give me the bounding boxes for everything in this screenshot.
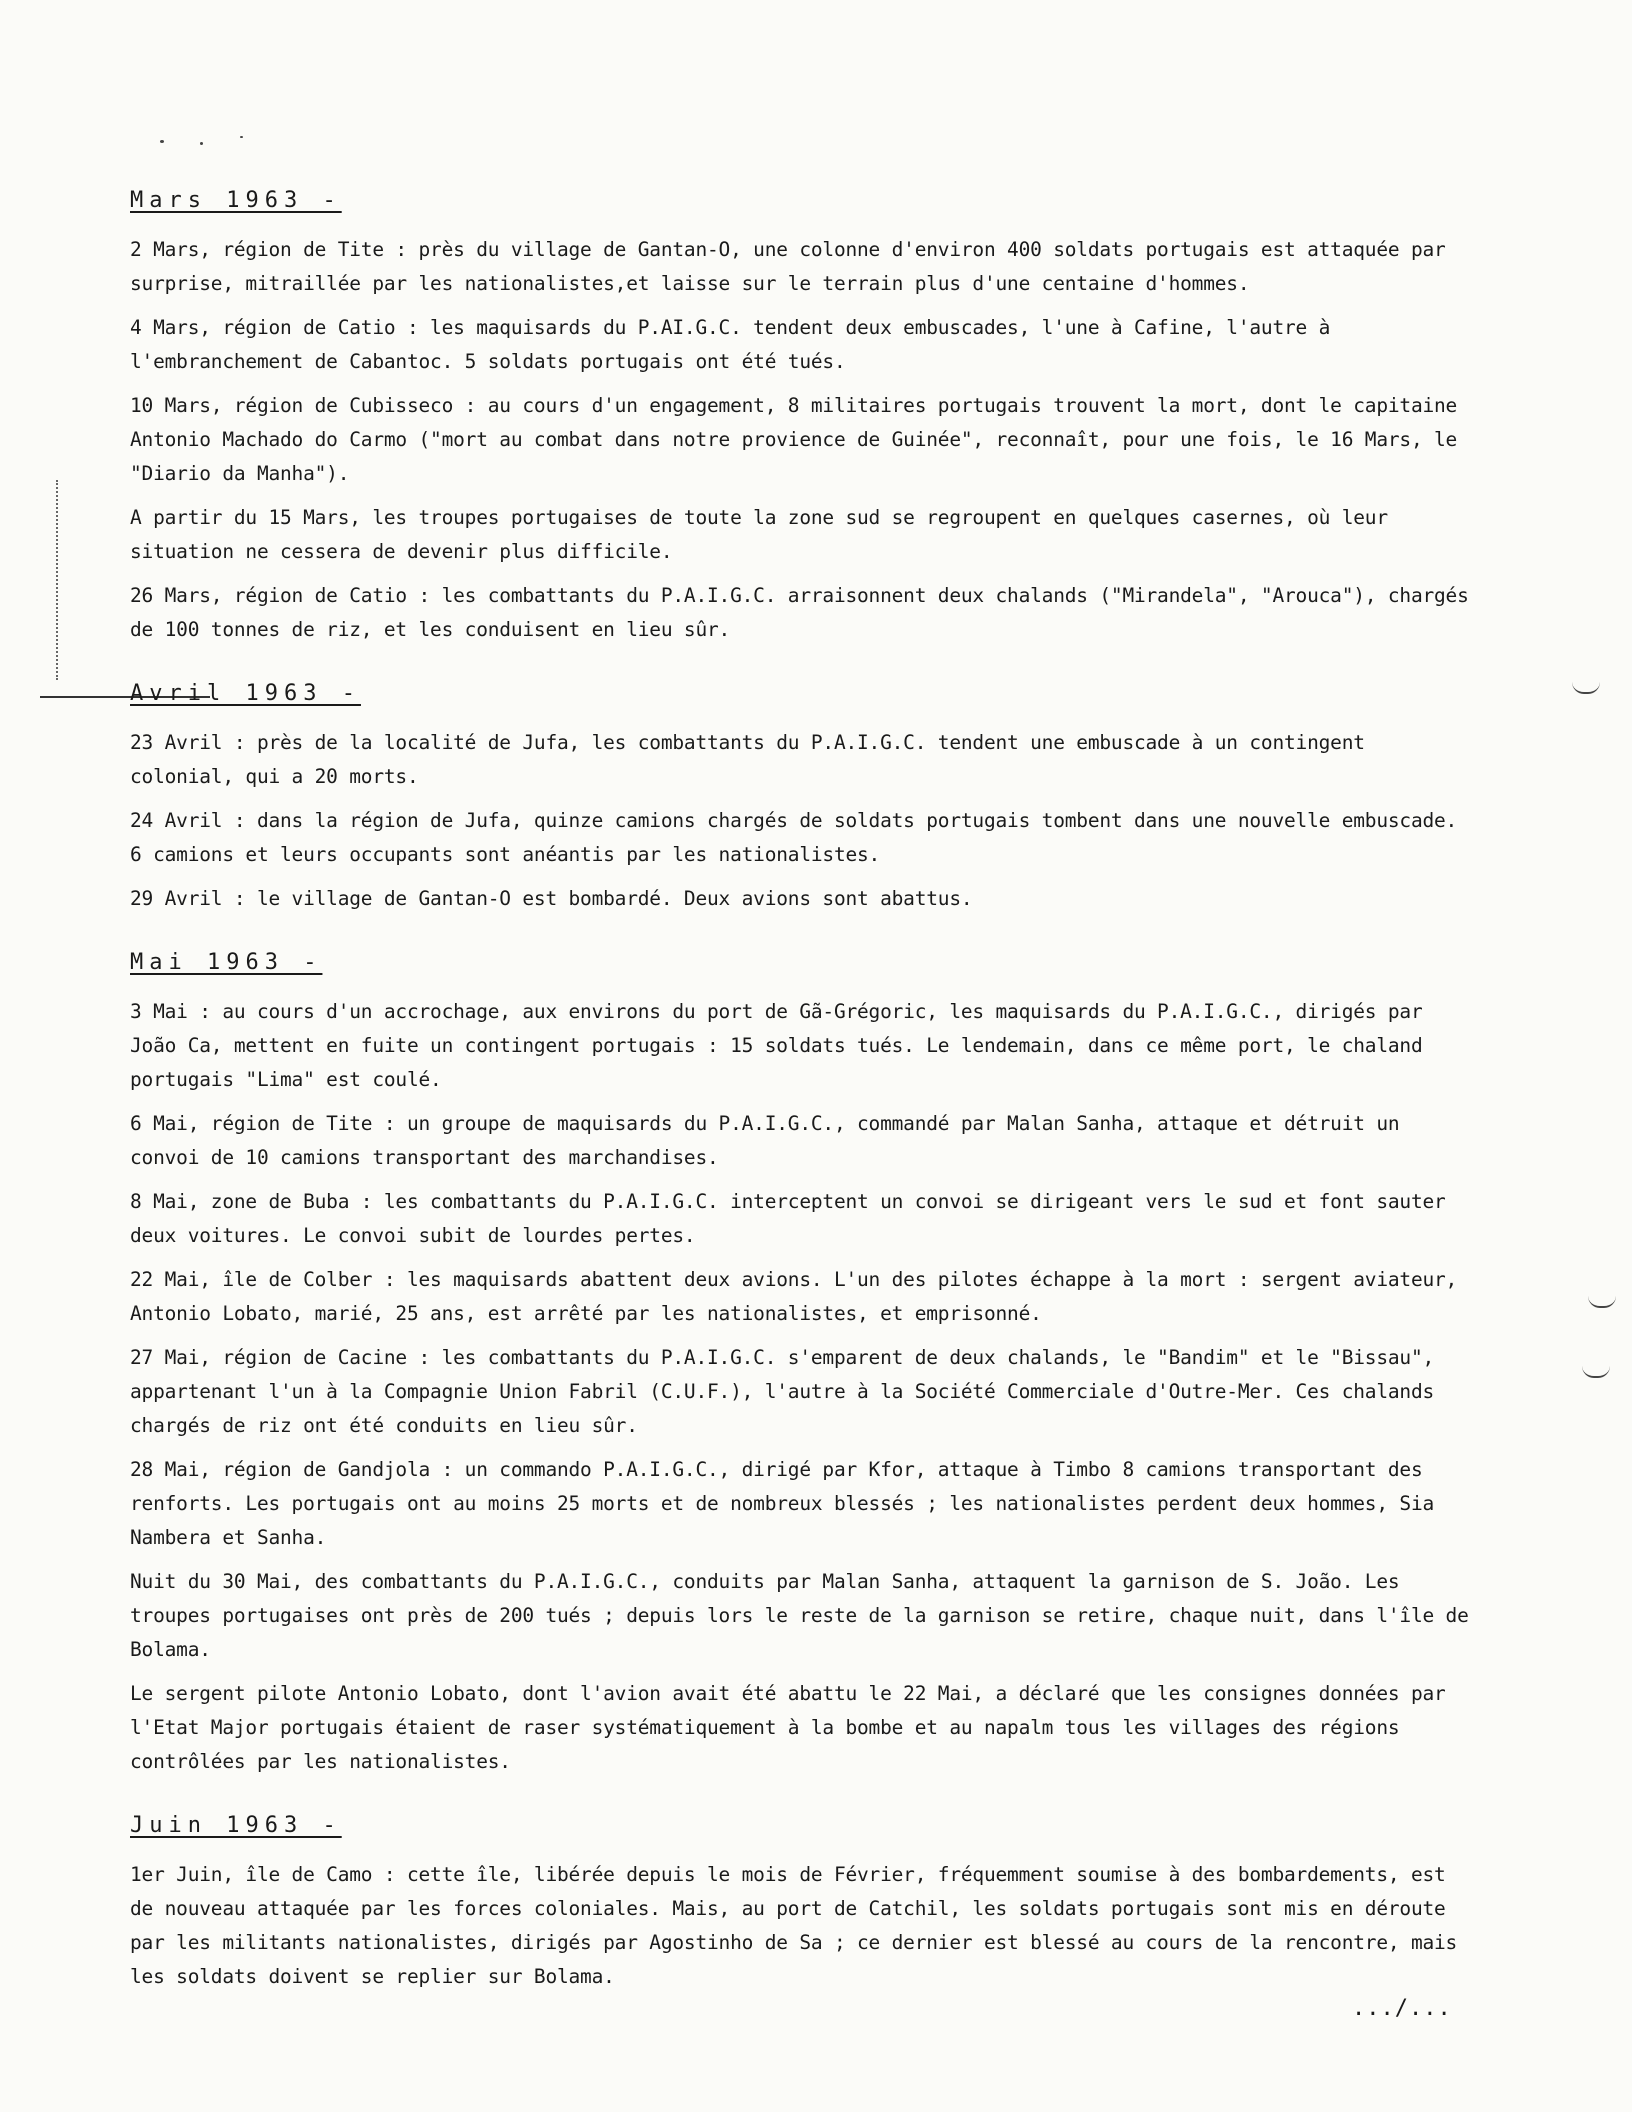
scan-speck [200, 142, 203, 145]
entry: 3 Mai : au cours d'un accrochage, aux environs du port de Gã-Grégoric, les maquisards du P.A.I.G.C., dirigés par João Ca, mettent en fuite un contingent portugais : 15 soldats tués. Le lendemain, dans ce même port, le chaland portugais "Lima" est coulé. [130, 1000, 1423, 1091]
entry: 23 Avril : près de la localité de Jufa, les combattants du P.A.I.G.C. tendent une embuscade à un contingent colonial, qui a 20 morts. [130, 731, 1365, 788]
scan-speck [160, 140, 164, 143]
entry: 8 Mai, zone de Buba : les combattants du P.A.I.G.C. interceptent un convoi se dirigeant vers le sud et font sauter deux voitures. Le convoi subit de lourdes pertes. [130, 1190, 1446, 1247]
entry: A partir du 15 Mars, les troupes portugaises de toute la zone sud se regroupent en quelques casernes, où leur situation ne cessera de devenir plus difficile. [130, 506, 1388, 563]
month-heading-mai: Mai 1963 - [130, 950, 323, 975]
margin-scribble-mark [1588, 1296, 1616, 1308]
month-heading-avril: Avril 1963 - [130, 681, 361, 706]
entry: Nuit du 30 Mai, des combattants du P.A.I.G.C., conduits par Malan Sanha, attaquent la garnison de S. João. Les troupes portugaises ont près de 200 tués ; depuis lors le reste de la garnison se retire, chaque nuit, dans l'île de Bolama. [130, 1570, 1469, 1661]
margin-bracket-mark [56, 480, 60, 680]
entry: 2 Mars, région de Tite : près du village de Gantan-O, une colonne d'environ 400 soldats portugais est attaquée par surprise, mitraillée par les nationalistes,et laisse sur le terrain plus d'une centaine d'hommes. [130, 238, 1446, 295]
entry: 24 Avril : dans la région de Jufa, quinze camions chargés de soldats portugais tombent dans une nouvelle embuscade. 6 camions et leurs occupants sont anéantis par les nationalistes. [130, 809, 1458, 866]
scan-speck [240, 136, 243, 138]
entry: 6 Mai, région de Tite : un groupe de maquisards du P.A.I.G.C., commandé par Malan Sanha, attaque et détruit un convoi de 10 camions transportant des marchandises. [130, 1112, 1400, 1169]
margin-scribble-mark [1572, 682, 1600, 694]
entry: Le sergent pilote Antonio Lobato, dont l'avion avait été abattu le 22 Mai, a déclaré que les consignes données par l'Etat Major portugais étaient de raser systématiquement à la bombe et au napalm tous les villages des régions contrôlées par les nationalistes. [130, 1682, 1446, 1773]
entry: 4 Mars, région de Catio : les maquisards du P.AI.G.C. tendent deux embuscades, l'une à Cafine, l'autre à l'embranchement de Cabantoc. 5 soldats portugais ont été tués. [130, 316, 1331, 373]
entry: 26 Mars, région de Catio : les combattants du P.A.I.G.C. arraisonnent deux chalands ("Mirandela", "Arouca"), chargés de 100 tonnes de riz, et les conduisent en lieu sûr. [130, 584, 1469, 641]
entry: 29 Avril : le village de Gantan-O est bombardé. Deux avions sont abattus. [130, 887, 973, 910]
month-heading-mars: Mars 1963 - [130, 188, 342, 213]
entry: 1er Juin, île de Camo : cette île, libérée depuis le mois de Février, fréquemment soumise à des bombardements, est de nouveau attaquée par les forces coloniales. Mais, au port de Catchil, les soldats portugais sont mis en déroute par les militants nationalistes, dirigés par Agostinho de Sa ; ce dernier est blessé au cours de la rencontre, mais les soldats doivent se replier sur Bolama. [130, 1863, 1458, 1988]
entry: 27 Mai, région de Cacine : les combattants du P.A.I.G.C. s'emparent de deux chalands, le "Bandim" et le "Bissau", appartenant l'un à la Compagnie Union Fabril (C.U.F.), l'autre à la Société Commerciale d'Outre-Mer. Ces chalands chargés de riz ont été conduits en lieu sûr. [130, 1346, 1435, 1437]
margin-scribble-mark [1582, 1366, 1610, 1378]
document-body [130, 188, 1470, 2004]
entry: 22 Mai, île de Colber : les maquisards abattent deux avions. L'un des pilotes échappe à la mort : sergent aviateur, Antonio Lobato, marié, 25 ans, est arrêté par les nationalistes, et emprisonné. [130, 1268, 1458, 1325]
entry: 10 Mars, région de Cubisseco : au cours d'un engagement, 8 militaires portugais trouvent la mort, dont le capitaine Antonio Machado do Carmo ("mort au combat dans notre provience de Guinée", reconnaît, pour une fois, le 16 Mars, le "Diario da Manha"). [130, 394, 1458, 485]
page-continuation-mark: .../... [1352, 1996, 1452, 2021]
entry: 28 Mai, région de Gandjola : un commando P.A.I.G.C., dirigé par Kfor, attaque à Timbo 8 camions transportant des renforts. Les portugais ont au moins 25 morts et de nombreux blessés ; les nationalistes perdent deux hommes, Sia Nambera et Sanha. [130, 1458, 1435, 1549]
month-heading-juin: Juin 1963 - [130, 1813, 342, 1838]
